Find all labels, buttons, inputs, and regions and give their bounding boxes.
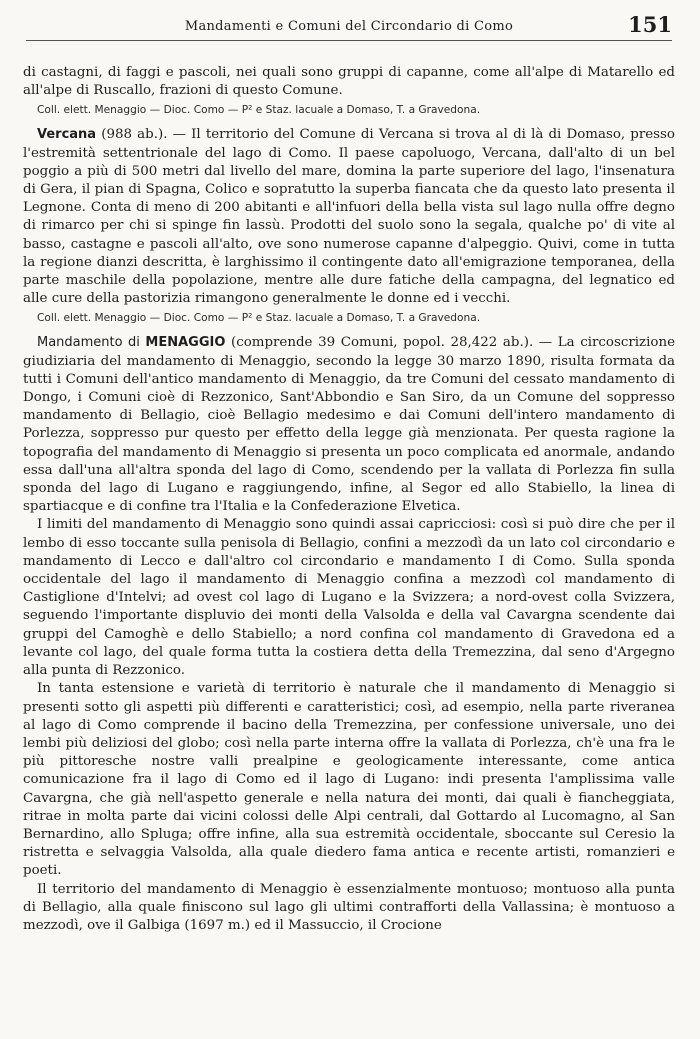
- paragraph-territorio: Il territorio del mandamento di Menaggio è essenzialmente montuoso; montuoso alla punta di Bellagio, alla quale finiscono sul lago gli ultimi contrafforti della Vallassina; è montuoso a mezzodì, ove il Galbiga (1697 m.) ed il Massuccio, il Crocione: [23, 881, 675, 933]
- page-header: [26, 10, 672, 41]
- section-mandamento-menaggio: [23, 334, 675, 516]
- entry-text: — Il territorio del Comune di Vercana si trova al di là di Domaso, presso l'estremità settentrionale del lago di Como. Il paese capoluogo, Vercana, dall'alto di un bel poggio a più di 500 metri dal livello del mare, domina la parte superiore del lago, l'insenatura di Gera, il pian di Spagna, Colico e sopratutto la superba fiancata che da questo lato presenta il Legnone. Conta di meno di 200 abitanti e all'infuori della bella vista sul lago nulla offre degno di rimarco per chi si spinge fin lassù. Prodotti del suolo sono la segala, qualche po' di vite al basso, castagne e pascoli all'alto, ove sono numerose capanne d'alpeggio. Quivi, come in tutta la regione dianzi descritta, è larghissimo il contingente dato all'emigrazione temporanea, della parte maschile della popolazione, mentre alle dure fatiche della campagna, del legnatico ed alle cure della pastorizia rimangono generalmente le donne ed i vecchi.: [23, 127, 675, 307]
- entry-vercana: [23, 126, 675, 308]
- section-name: MENAGGIO: [145, 335, 226, 351]
- entry-population: (988 ab.).: [101, 127, 168, 143]
- collegio-note-2: Coll. elett. Menaggio — Dioc. Como — P² e Staz. lacuale a Domaso, T. a Gravedona.: [37, 312, 481, 325]
- paragraph-continuation: di castagni, di faggi e pascoli, nei quali sono gruppi di capanne, come all'alpe di Matarello ed all'alpe di Ruscallo, frazioni di questo Comune.: [23, 65, 675, 99]
- running-title: Mandamenti e Comuni del Circondario di Como: [184, 19, 514, 34]
- paragraph-limiti: I limiti del mandamento di Menaggio sono quindi assai capricciosi: così si può dire che per il lembo di esso toccante sulla penisola di Bellagio, confini a mezzodì da un lato col circondario e mandamento di Lecco e dall'altro col circondario e mandamento I di Como. Sulla sponda occidentale del lago il mandamento di Menaggio confina a mezzodì col mandamento di Castiglione d'Intelvi; ad ovest col lago di Lugano e la Svizzera; a nord-ovest colla Svizzera, seguendo l'importante displuvio dei monti della Valsolda e della val Cavargna scendente dai gruppi del Camoghè e dello Stabiello; a nord confina col mandamento di Gravedona ed a levante col lago, del quale forma tutta la costiera detta della Tremezzina, dal seno d'Argegno alla punta di Rezzonico.: [23, 517, 675, 679]
- section-text: (comprende 39 Comuni, popol. 28,422 ab.). — La circoscrizione giudiziaria del mandamento di Menaggio, secondo la legge 30 marzo 1890, risulta formata da tutti i Comuni dell'antico mandamento di Menaggio, da tre Comuni del cessato mandamento di Dongo, i Comuni cioè di Rezzonico, Sant'Abbondio e San Siro, da un Comune del soppresso mandamento di Bellagio, cioè Bellagio medesimo e dai Comuni dell'intero mandamento di Porlezza, soppresso pur questo per effetto della legge già menzionata. Per questa ragione la topografia del mandamento di Menaggio si presenta un poco complicata ed anormale, andando essa dall'una all'altra sponda del lago di Como, scendendo per la vallata di Porlezza fin sulla sponda del lago di Lugano e raggiungendo, infine, al Segor ed allo Stabiello, la linea di spartiacque e di confine tra l'Italia e la Confederazione Elvetica.: [23, 335, 675, 515]
- entry-name: Vercana: [37, 127, 97, 143]
- paragraph-estensione: In tanta estensione e varietà di territorio è naturale che il mandamento di Menaggio si presenti sotto gli aspetti più differenti e caratteristici; così, ad esempio, nella parte riveranea al lago di Como comprende il bacino della Tremezzina, per confessione universale, uno dei lembi più deliziosi del globo; così nella parte interna offre la vallata di Porlezza, ch'è una fra le più pittoresche nostre valli prealpine e geologicamente interessante, come antica comunicazione fra il lago di Como ed il lago di Lugano: indi presenta l'amplissima valle Cavargna, che già nell'aspetto generale e nella natura dei monti, dai quali è fiancheggiata, ritrae in molta parte dai vicini colossi delle Alpi centrali, dal Gottardo al Lucomagno, al San Bernardino, allo Spluga; offre infine, alla sua estremità occidentale, sboccante sul Ceresio la ristretta e selvaggia Valsolda, alla quale diedero fama antica e recente artisti, romanzieri e poeti.: [23, 681, 675, 879]
- page-number: 151: [628, 12, 672, 37]
- page-body: [23, 64, 675, 935]
- collegio-note-1: Coll. elett. Menaggio — Dioc. Como — P² e Staz. lacuale a Domaso, T. a Gravedona.: [37, 104, 481, 117]
- section-label: Mandamento di: [37, 335, 146, 351]
